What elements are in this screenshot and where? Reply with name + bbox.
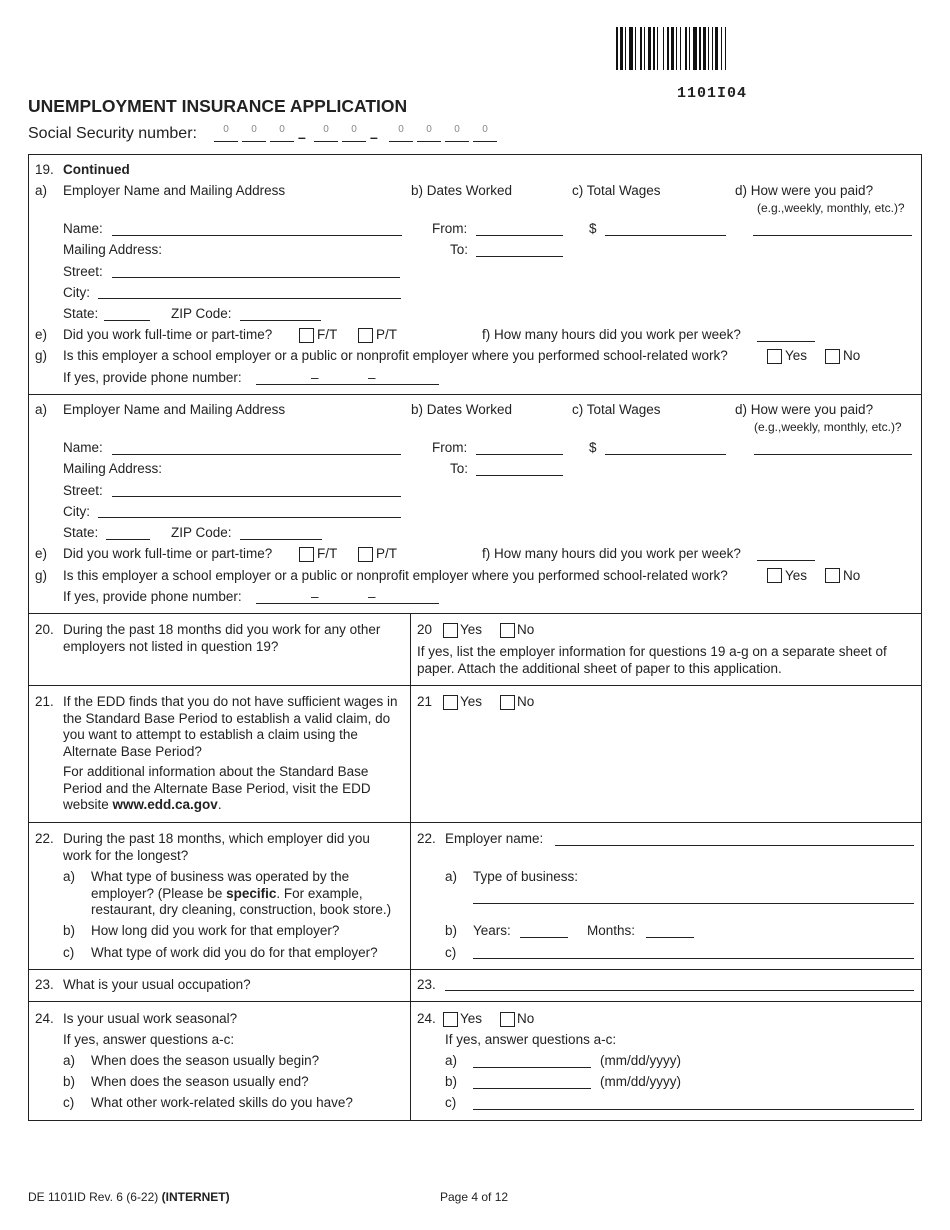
to-label: To: — [450, 242, 469, 257]
date-from-field[interactable] — [476, 454, 563, 455]
season-begin-field[interactable] — [473, 1067, 591, 1068]
phone-label: If yes, provide phone number: — [63, 370, 242, 385]
q19g-label: Is this employer a school employer or a public or nonprofit employer where you performed school-related work? — [63, 568, 728, 583]
from-label: From: — [432, 440, 468, 455]
q22a-question: What type of business was operated by the employer? (Please be specific. For example, restaurant, dry cleaning, construction, book store.) — [91, 869, 392, 917]
q19e-letter: e) — [35, 546, 48, 561]
q20-note: If yes, list the employer information for questions 19 a-g on a separate sheet of paper. Attach the additional sheet of paper to this application. — [417, 644, 887, 676]
school-employer-yes-checkbox[interactable] — [767, 349, 782, 364]
q20-question: During the past 18 months did you work for any other employers not listed in question 19? — [63, 622, 381, 654]
city-field[interactable] — [98, 298, 401, 299]
q23-answer-number: 23. — [417, 977, 436, 992]
q20-answer-number: 20 — [417, 622, 433, 637]
q19b-label: b) Dates Worked — [411, 183, 513, 198]
q20-no-checkbox[interactable] — [500, 623, 515, 638]
school-employer-yes-checkbox[interactable] — [767, 568, 782, 583]
hours-per-week-field[interactable] — [757, 560, 815, 561]
ssn-digit: 0 — [223, 124, 229, 135]
q24-number: 24. — [35, 1011, 54, 1026]
q19-continued: Continued — [63, 162, 130, 177]
part-time-label: P/T — [376, 546, 398, 561]
dollar-sign: $ — [589, 440, 597, 455]
q19e-letter: e) — [35, 327, 48, 342]
q23-question: What is your usual occupation? — [63, 977, 251, 992]
q21-info: For additional information about the Standard Base Period and the Alternate Base Period, visit the EDD website www.edd.ca.gov. — [63, 764, 371, 812]
street-field[interactable] — [112, 277, 400, 278]
q24b-question: When does the season usually end? — [91, 1074, 309, 1089]
part-time-checkbox[interactable] — [358, 328, 373, 343]
footer-form-id: DE 1101ID Rev. 6 (6-22) (INTERNET) — [28, 1190, 230, 1204]
q20-no-label: No — [517, 622, 535, 637]
full-time-checkbox[interactable] — [299, 328, 314, 343]
q24b-answer-letter: b) — [445, 1074, 458, 1089]
q19a-letter: a) — [35, 402, 48, 417]
ssn-digit: 0 — [351, 124, 357, 135]
employer-name-label: Employer name: — [445, 831, 544, 846]
ssn-digit: 0 — [323, 124, 329, 135]
employer-name-field[interactable] — [112, 235, 402, 236]
q21-number: 21. — [35, 694, 54, 709]
city-label: City: — [63, 285, 90, 300]
street-label: Street: — [63, 264, 103, 279]
q22c-question: What type of work did you do for that employer? — [91, 945, 378, 960]
phone-dash: – — [368, 370, 376, 385]
full-time-label: F/T — [317, 327, 338, 342]
full-time-checkbox[interactable] — [299, 547, 314, 562]
city-field[interactable] — [98, 517, 401, 518]
zip-field[interactable] — [240, 539, 322, 540]
part-time-label: P/T — [376, 327, 398, 342]
q21-yes-checkbox[interactable] — [443, 695, 458, 710]
q19a-label: Employer Name and Mailing Address — [63, 183, 286, 198]
full-time-label: F/T — [317, 546, 338, 561]
q21-no-checkbox[interactable] — [500, 695, 515, 710]
name-label: Name: — [63, 221, 103, 236]
no-label: No — [843, 568, 861, 583]
years-label: Years: — [473, 923, 511, 938]
street-field[interactable] — [112, 496, 401, 497]
employer-name-field[interactable] — [112, 454, 401, 455]
q24-yes-checkbox[interactable] — [443, 1012, 458, 1027]
q19-number: 19. — [35, 162, 54, 177]
q22-number: 22. — [35, 831, 54, 846]
q24-no-label: No — [517, 1011, 535, 1026]
q19c-label: c) Total Wages — [572, 402, 661, 417]
date-from-field[interactable] — [476, 235, 563, 236]
q22b-answer-letter: b) — [445, 923, 458, 938]
zip-label: ZIP Code: — [171, 525, 232, 540]
q24-question: Is your usual work seasonal? — [63, 1011, 238, 1026]
total-wages-field[interactable] — [605, 454, 726, 455]
date-hint: (mm/dd/yyyy) — [600, 1053, 681, 1068]
q22c-letter: c) — [63, 945, 75, 960]
state-label: State: — [63, 306, 99, 321]
ssn-digit: 0 — [398, 124, 404, 135]
q19c-label: c) Total Wages — [572, 183, 661, 198]
q24-answer-if-yes: If yes, answer questions a-c: — [445, 1032, 617, 1047]
phone-field[interactable] — [256, 384, 439, 385]
date-to-field[interactable] — [476, 475, 563, 476]
part-time-checkbox[interactable] — [358, 547, 373, 562]
hours-per-week-field[interactable] — [757, 341, 815, 342]
mailing-address-label: Mailing Address: — [63, 461, 163, 476]
q22b-letter: b) — [63, 923, 76, 938]
q22b-question: How long did you work for that employer? — [91, 923, 340, 938]
q20-number: 20. — [35, 622, 54, 637]
city-label: City: — [63, 504, 90, 519]
q21-question: If the EDD finds that you do not have sufficient wages in the Standard Base Period to establish a valid claim, do you want to attempt to establish a claim using the Alternate Base Period? — [63, 694, 398, 759]
q19d-label: d) How were you paid? — [735, 183, 874, 198]
mailing-address-label: Mailing Address: — [63, 242, 163, 257]
ssn-dash: – — [370, 129, 378, 145]
q19g-label: Is this employer a school employer or a public or nonprofit employer where you performed school-related work? — [63, 348, 728, 363]
q20-yes-label: Yes — [460, 622, 483, 637]
q24c-answer-letter: c) — [445, 1095, 457, 1110]
q23-number: 23. — [35, 977, 54, 992]
q19f-label: f) How many hours did you work per week? — [482, 546, 741, 561]
q24-if-yes: If yes, answer questions a-c: — [63, 1032, 235, 1047]
ssn-digit: 0 — [251, 124, 257, 135]
q19b-label: b) Dates Worked — [411, 402, 513, 417]
q21-answer-number: 21 — [417, 694, 433, 709]
business-type-field[interactable] — [473, 903, 914, 904]
page-title: UNEMPLOYMENT INSURANCE APPLICATION — [28, 96, 408, 116]
yes-label: Yes — [785, 568, 808, 583]
usual-occupation-field[interactable] — [445, 990, 914, 991]
q24-no-checkbox[interactable] — [500, 1012, 515, 1027]
phone-dash: – — [311, 589, 319, 604]
footer-page-number: Page 4 of 12 — [440, 1190, 509, 1204]
q19a-letter: a) — [35, 183, 48, 198]
q24a-answer-letter: a) — [445, 1053, 458, 1068]
pay-frequency-field[interactable] — [754, 454, 912, 455]
from-label: From: — [432, 221, 468, 236]
ssn-digit: 0 — [426, 124, 432, 135]
q22a-letter: a) — [63, 869, 76, 884]
q19d-hint: (e.g.,weekly, monthly, etc.)? — [754, 420, 902, 434]
phone-field[interactable] — [256, 603, 439, 604]
ssn-digit: 0 — [482, 124, 488, 135]
q24b-letter: b) — [63, 1074, 76, 1089]
q19g-letter: g) — [35, 568, 48, 583]
months-label: Months: — [587, 923, 636, 938]
q22-question: During the past 18 months, which employer did you work for the longest? — [63, 831, 370, 863]
q19e-label: Did you work full-time or part-time? — [63, 327, 273, 342]
q24c-letter: c) — [63, 1095, 75, 1110]
school-employer-no-checkbox[interactable] — [825, 349, 840, 364]
school-employer-no-checkbox[interactable] — [825, 568, 840, 583]
name-label: Name: — [63, 440, 103, 455]
dollar-sign: $ — [589, 221, 597, 236]
q19d-hint: (e.g.,weekly, monthly, etc.)? — [757, 201, 905, 215]
pay-frequency-field[interactable] — [753, 235, 912, 236]
form-code: 1101I04 — [677, 85, 748, 102]
ssn-digit: 0 — [454, 124, 460, 135]
q19a-label: Employer Name and Mailing Address — [63, 402, 286, 417]
work-type-field[interactable] — [473, 958, 914, 959]
other-skills-field[interactable] — [473, 1109, 914, 1110]
q20-yes-checkbox[interactable] — [443, 623, 458, 638]
zip-label: ZIP Code: — [171, 306, 232, 321]
season-end-field[interactable] — [473, 1088, 591, 1089]
ssn-label: Social Security number: — [28, 125, 197, 142]
date-to-field[interactable] — [476, 256, 563, 257]
phone-label: If yes, provide phone number: — [63, 589, 242, 604]
longest-employer-field[interactable] — [555, 845, 914, 846]
q19f-label: f) How many hours did you work per week? — [482, 327, 741, 342]
phone-dash: – — [368, 589, 376, 604]
state-label: State: — [63, 525, 99, 540]
to-label: To: — [450, 461, 469, 476]
state-field[interactable] — [104, 320, 150, 321]
q19d-label: d) How were you paid? — [735, 402, 874, 417]
q19g-letter: g) — [35, 348, 48, 363]
yes-label: Yes — [785, 348, 808, 363]
months-field[interactable] — [646, 937, 694, 938]
q24-yes-label: Yes — [460, 1011, 483, 1026]
ssn-dash: – — [298, 129, 306, 145]
q21-yes-label: Yes — [460, 694, 483, 709]
q22a-answer-letter: a) — [445, 869, 458, 884]
date-hint: (mm/dd/yyyy) — [600, 1074, 681, 1089]
q24-answer-number: 24. — [417, 1011, 436, 1026]
business-type-label: Type of business: — [473, 869, 579, 884]
q22c-answer-letter: c) — [445, 945, 457, 960]
q19e-label: Did you work full-time or part-time? — [63, 546, 273, 561]
state-field[interactable] — [106, 539, 150, 540]
q21-no-label: No — [517, 694, 535, 709]
q24a-letter: a) — [63, 1053, 76, 1068]
q24a-question: When does the season usually begin? — [91, 1053, 320, 1068]
zip-field[interactable] — [240, 320, 321, 321]
q24c-question: What other work-related skills do you have? — [91, 1095, 353, 1110]
barcode — [616, 27, 816, 70]
q22-answer-number: 22. — [417, 831, 436, 846]
phone-dash: – — [311, 370, 319, 385]
edd-website-link[interactable]: www.edd.ca.gov — [112, 797, 218, 812]
total-wages-field[interactable] — [605, 235, 726, 236]
years-field[interactable] — [520, 937, 568, 938]
street-label: Street: — [63, 483, 103, 498]
no-label: No — [843, 348, 861, 363]
ssn-digit: 0 — [279, 124, 285, 135]
